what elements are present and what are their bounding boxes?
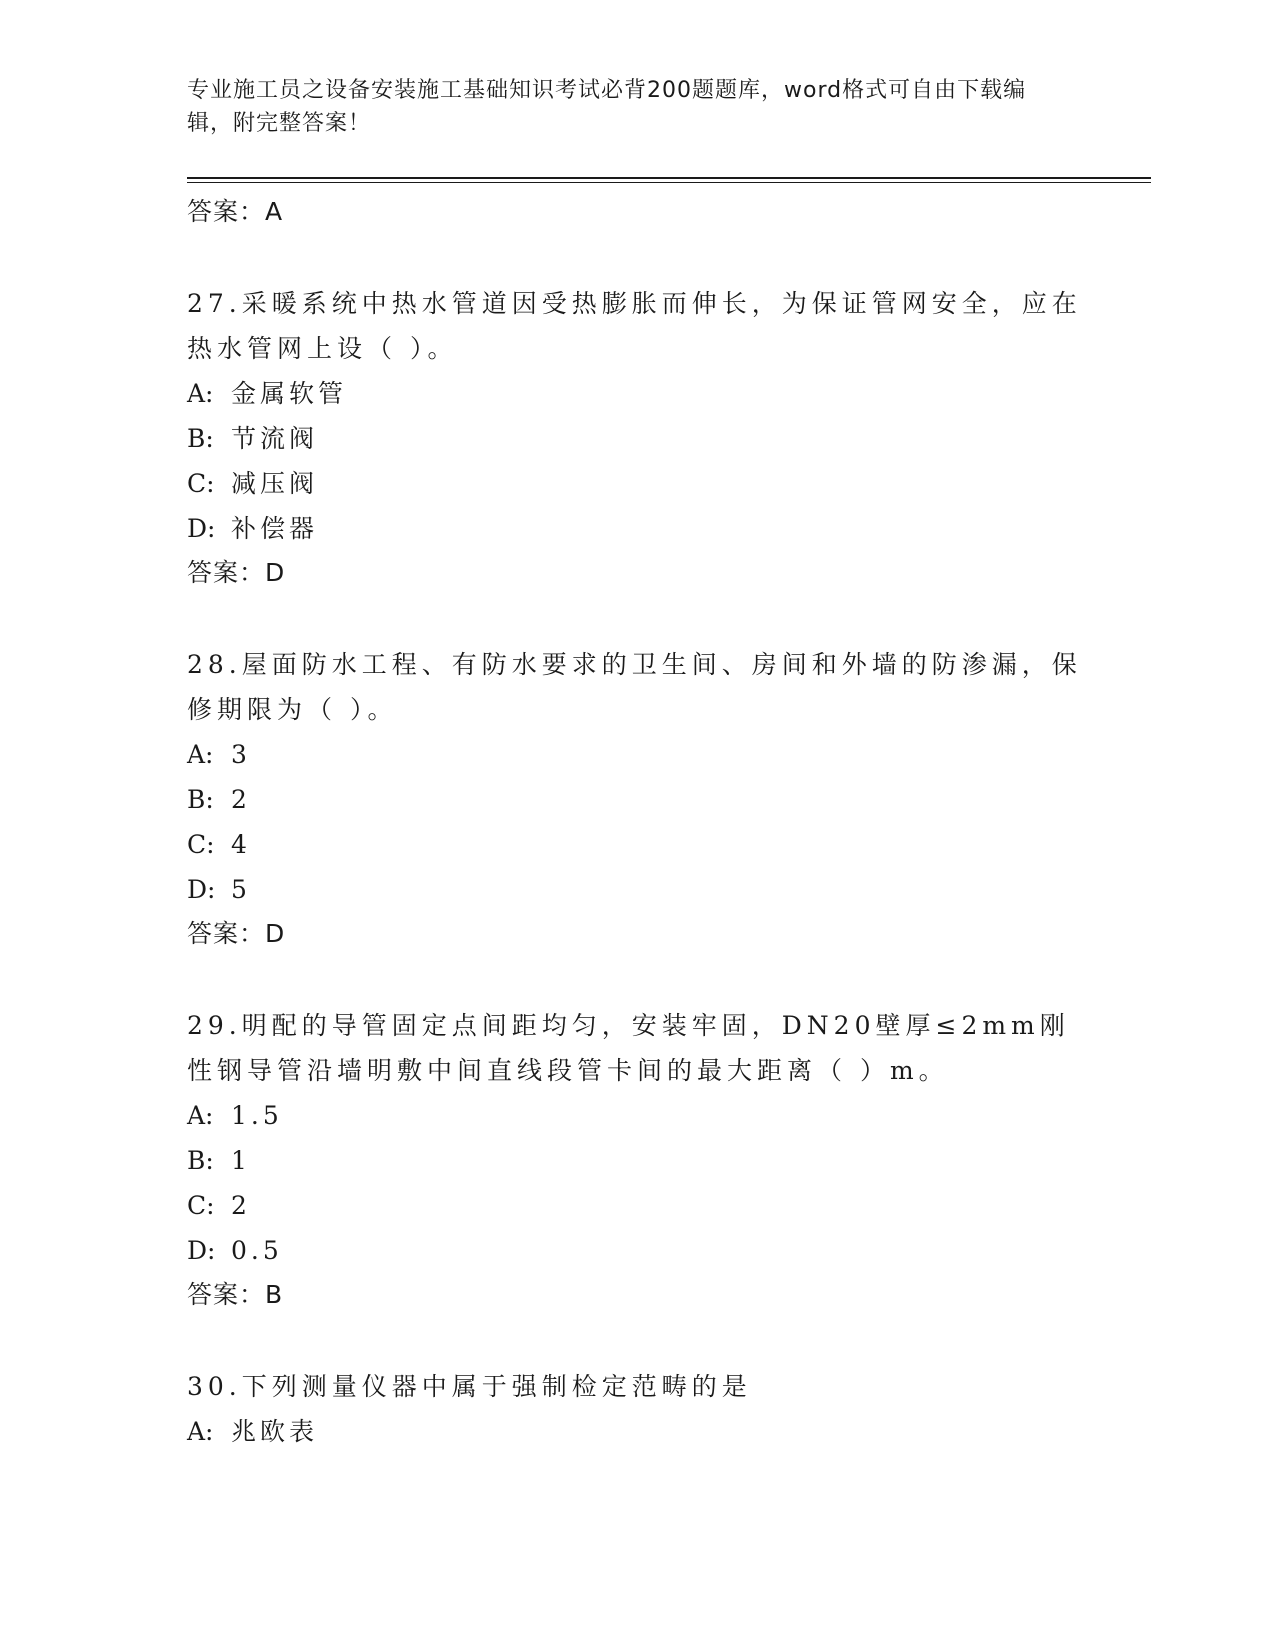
option-letter: B:	[187, 1146, 214, 1175]
option-letter: A:	[187, 379, 214, 408]
option-text: 2	[231, 1191, 251, 1220]
option-text: 减压阀	[231, 469, 319, 498]
option-b	[187, 416, 1087, 461]
answer-line: 答案：D	[187, 919, 286, 948]
question-list	[187, 190, 1087, 1454]
option-d	[187, 506, 1087, 551]
option-letter: A:	[187, 1417, 214, 1446]
option-text: 兆欧表	[231, 1417, 319, 1446]
option-text: 1.5	[231, 1101, 283, 1130]
option-a	[187, 371, 1087, 416]
option-letter: D:	[187, 875, 216, 904]
option-letter: D:	[187, 514, 216, 543]
option-letter: C:	[187, 1191, 215, 1220]
option-text: 补偿器	[231, 514, 319, 543]
question-block	[187, 642, 1087, 956]
option-text: 节流阀	[231, 424, 319, 453]
option-text: 0.5	[231, 1236, 283, 1265]
question-text: 29.明配的导管固定点间距均匀，安装牢固，DN20壁厚≤2mm刚性钢导管沿墙明敷中间直线段管卡间的最大距离（ ）m。	[187, 1011, 1070, 1085]
option-text: 5	[231, 875, 251, 904]
option-c	[187, 1183, 1087, 1228]
option-letter: B:	[187, 785, 214, 814]
header-divider	[187, 177, 1151, 183]
option-c	[187, 461, 1087, 506]
option-text: 1	[231, 1146, 251, 1175]
option-b	[187, 777, 1087, 822]
option-a	[187, 732, 1087, 777]
option-letter: D:	[187, 1236, 216, 1265]
option-a	[187, 1093, 1087, 1138]
option-letter: A:	[187, 1101, 214, 1130]
answer-line: 答案：A	[187, 197, 284, 226]
question-block	[187, 1364, 1087, 1454]
option-text: 3	[231, 740, 251, 769]
option-c	[187, 822, 1087, 867]
option-text: 2	[231, 785, 251, 814]
option-letter: B:	[187, 424, 214, 453]
answer-line: 答案：D	[187, 558, 286, 587]
option-letter: C:	[187, 830, 215, 859]
option-letter: A:	[187, 740, 214, 769]
option-d	[187, 1228, 1087, 1273]
option-a	[187, 1409, 1087, 1454]
question-text: 28.屋面防水工程、有防水要求的卫生间、房间和外墙的防渗漏，保修期限为（ ）。	[187, 650, 1082, 724]
option-letter: C:	[187, 469, 215, 498]
question-text: 30.下列测量仪器中属于强制检定范畴的是	[187, 1372, 752, 1401]
question-block	[187, 281, 1087, 595]
page-header: 专业施工员之设备安装施工基础知识考试必背200题题库，word格式可自由下载编辑，附完整答案！	[187, 78, 1027, 136]
option-b	[187, 1138, 1087, 1183]
answer-line: 答案：B	[187, 1280, 284, 1309]
option-d	[187, 867, 1087, 912]
option-text: 金属软管	[231, 379, 348, 408]
question-block	[187, 1003, 1087, 1317]
question-text: 27.采暖系统中热水管道因受热膨胀而伸长，为保证管网安全，应在热水管网上设（ ）。	[187, 289, 1082, 363]
option-text: 4	[231, 830, 251, 859]
